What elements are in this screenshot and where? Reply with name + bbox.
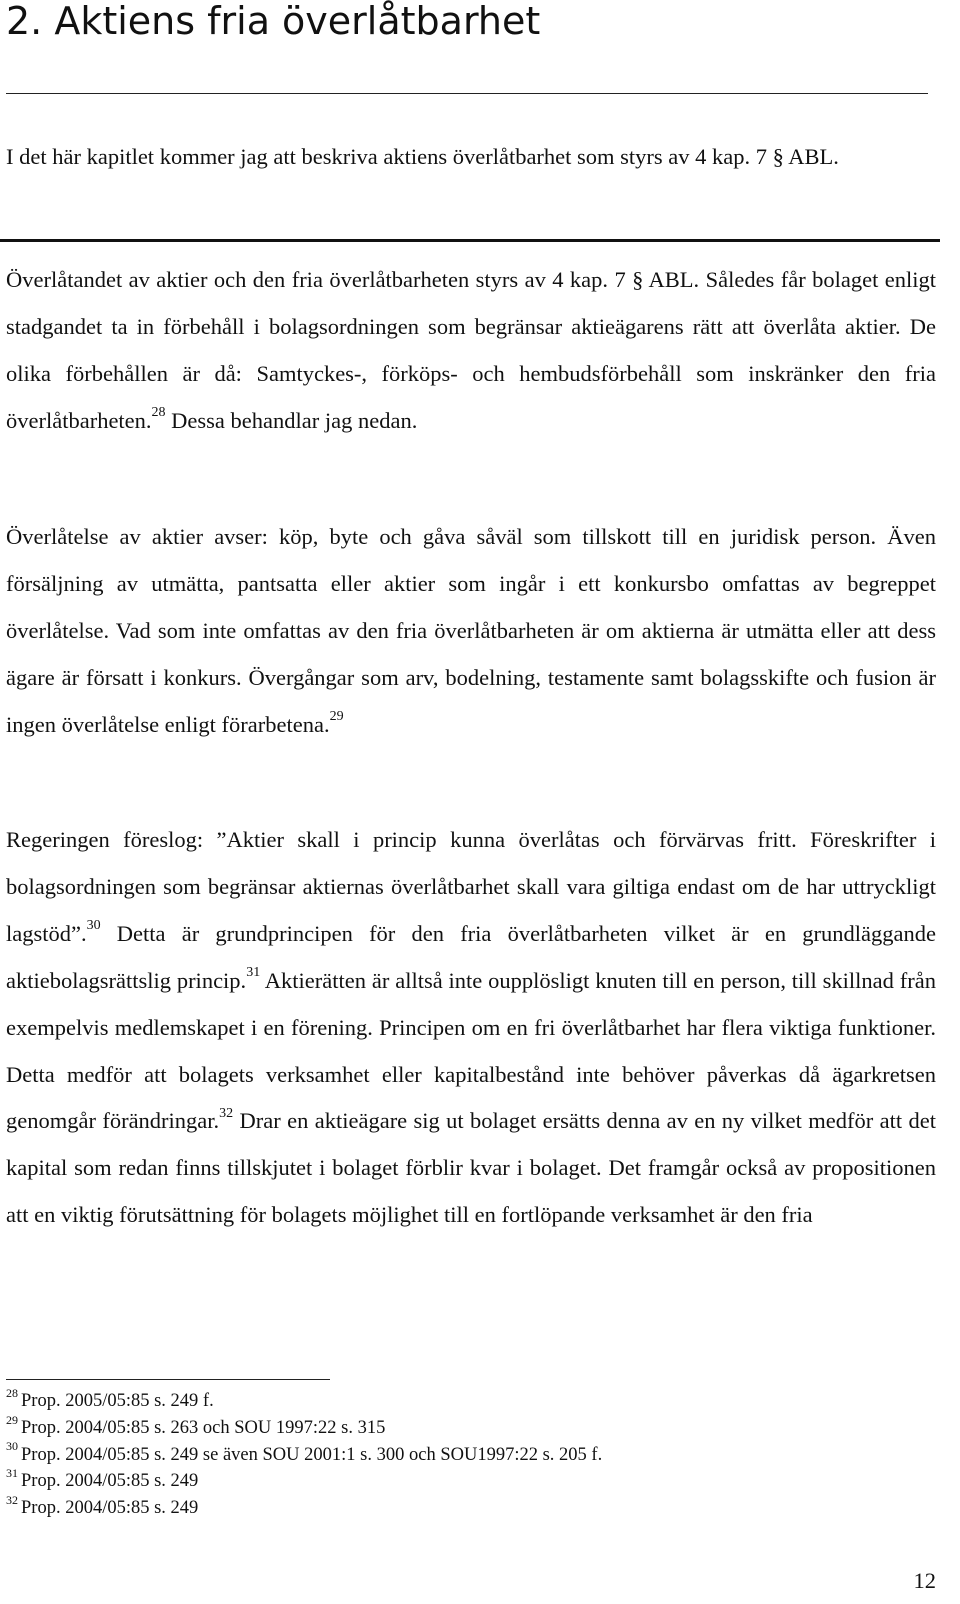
paragraph-text: Drar en aktieägare sig ut bolaget ersätts denna av en ny vilket medför att det kapital som redan finns tillskjutet i bolaget förblir kvar i bolaget. Det framgår också av propositionen att en viktig förutsättning för bolagets möjlighet till en fortlöpande verksamhet är den fria <box>6 1108 936 1228</box>
heading-underline <box>6 93 928 94</box>
footnote-number: 29 <box>6 1412 18 1427</box>
page-number: 12 <box>913 1568 936 1593</box>
paragraph-text: Regeringen föreslog: ”Aktier skall i princip kunna överlåtas och förvärvas fritt. Föreskrifter i bolagsordningen som begränsar aktiernas överlåtbarhet skall vara giltiga endast om de har uttryckligt lagstöd”. <box>6 827 936 946</box>
transfer-definition-paragraph <box>6 514 936 749</box>
footnote-item <box>6 1495 906 1522</box>
footnote-item <box>6 1385 906 1415</box>
footnotes-list <box>6 1385 906 1522</box>
footnote-text: Prop. 2005/05:85 s. 249 f. <box>21 1391 214 1411</box>
footnote-item <box>6 1412 906 1442</box>
footnote-number: 32 <box>6 1493 18 1508</box>
paragraph-text: Detta är grundprincipen för den fria överlåtbarheten vilket är en grundläggande aktiebolagsrättslig princip. <box>6 920 936 993</box>
footnote-separator <box>6 1379 330 1380</box>
footnote-ref-28[interactable]: 28 <box>151 405 166 421</box>
footnote-number: 31 <box>6 1466 18 1481</box>
footnote-ref-31[interactable]: 31 <box>246 965 261 981</box>
paragraph-text: Överlåtandet av aktier och den fria överlåtbarheten styrs av 4 kap. 7 § ABL. Således får bolaget enligt stadgandet ta in förbehåll i bolagsordningen som begränsar aktieägarens rätt att överlåta aktier. De olika förbehållen är då: Samtyckes-, förköps- och hembudsförbehåll som inskränker den fria överlåtbarheten. <box>6 267 936 433</box>
footnote-text: Prop. 2004/05:85 s. 249 se även SOU 2001:1 s. 300 och SOU1997:22 s. 205 f. <box>21 1444 603 1465</box>
paragraph-text: Överlåtelse av aktier avser: köp, byte och gåva såväl som tillskott till en juridisk person. Även försäljning av utmätta, pantsatta eller aktier som ingår i ett konkursbo omfattas av begreppet överlåtelse. Vad som inte omfattas av den fria överlåtbarheten är om aktierna är utmätta eller att dess ägare är försatt i konkurs. Övergångar som arv, bodelning, testamente samt bolagsskifte och fusion är ingen överlåtelse enligt förarbetena. <box>6 524 936 737</box>
footnote-ref-29[interactable]: 29 <box>329 709 344 725</box>
footnote-item <box>6 1468 906 1495</box>
footnote-item <box>6 1439 906 1469</box>
footnote-number: 28 <box>6 1385 18 1400</box>
intro-paragraph <box>6 134 936 181</box>
footnote-text: Prop. 2004/05:85 s. 249 <box>21 1471 199 1492</box>
footnote-text: Prop. 2004/05:85 s. 263 och SOU 1997:22 s. 315 <box>21 1417 386 1438</box>
paragraph-text: Aktierätten är alltså inte oupplösligt knuten till en person, till skillnad från exempelvis medlemskapet i en förening. Principen om en fri överlåtbarhet har flera viktiga funktioner. Detta medför att bolagets verksamhet eller kapitalbestånd inte behöver påverkas då ägarkretsen genomgår förändringar. <box>6 967 936 1134</box>
chapter-heading: 2. Aktiens fria överlåtbarhet <box>6 0 541 43</box>
footnote-text: Prop. 2004/05:85 s. 249 <box>21 1498 199 1519</box>
transfer-rules-paragraph <box>6 257 936 445</box>
section-divider <box>0 239 940 242</box>
footnote-ref-30[interactable]: 30 <box>86 918 101 934</box>
intro-text: I det här kapitlet kommer jag att beskriva aktiens överlåtbarhet som styrs av 4 kap. 7 § ABL. <box>6 144 839 169</box>
footnote-number: 30 <box>6 1439 18 1454</box>
government-proposal-paragraph <box>6 817 936 1239</box>
footnote-ref-32[interactable]: 32 <box>219 1105 234 1121</box>
paragraph-text: Dessa behandlar jag nedan. <box>165 407 418 433</box>
